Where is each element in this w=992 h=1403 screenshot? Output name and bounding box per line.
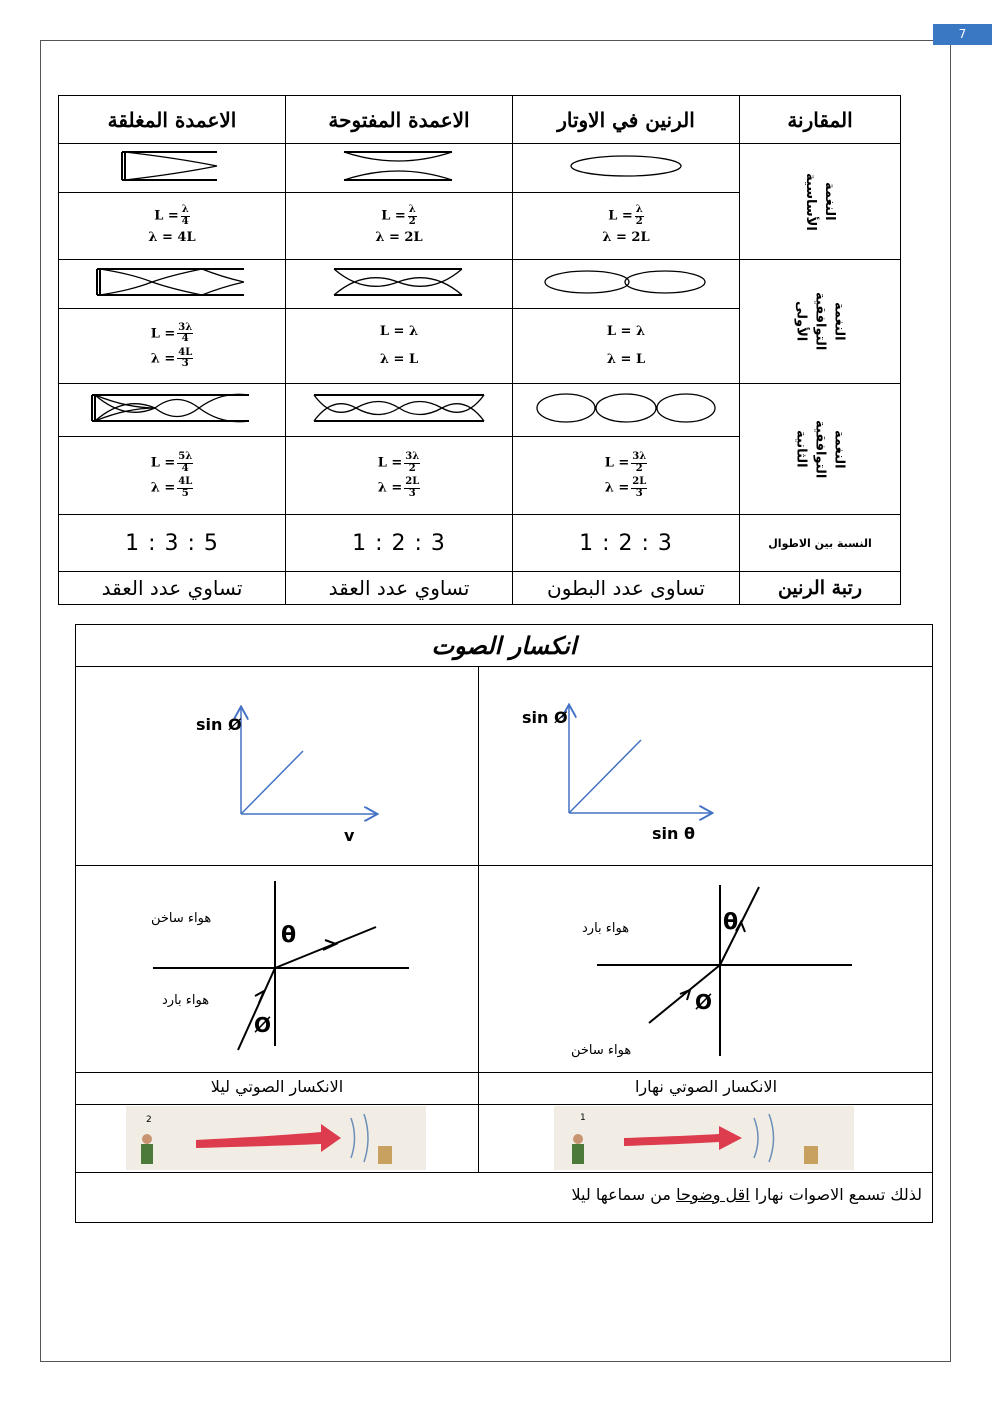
strings-fundamental-formula: L = $\frac{\lambda}{2}$ λ = 2L [513,193,740,260]
closed-pipe-fundamental-diagram [59,144,286,193]
page-number: 7 [933,24,992,45]
day-caption: الانكسار الصوتي نهارا [634,1077,778,1096]
closed-pipe-second-harmonic-diagram [59,384,286,437]
theta-label: θ [281,923,297,948]
strings-first-harmonic-formula: L = λ λ = L [513,309,740,384]
row-label-first-harmonic [740,260,901,384]
header-comparison: المقارنة [740,96,901,144]
graph-sin-phi-vs-sin-theta [479,666,933,865]
ratio-strings: 1 : 2 : 3 [513,515,740,572]
row-divider [76,1072,932,1073]
resonance-comparison-table [58,95,901,605]
theta-label: θ [723,910,739,935]
row-label-second-harmonic [740,384,901,515]
x-axis-label: sin θ [652,824,695,843]
header-closed: الاعمدة المغلقة [59,96,286,144]
night-caption: الانكسار الصوتي ليلا [210,1077,344,1096]
open-second-harmonic-formula: L = $\frac{3\lambda}{2}$ λ = $\frac{2L}{3}$ [286,437,513,515]
closed-second-harmonic-formula: L = $\frac{5\lambda}{4}$ λ = $\frac{4L}{5}$ [59,437,286,515]
person-head-icon [142,1134,152,1144]
label-word: النغمة [831,429,847,469]
label-word: الثانية [793,430,809,468]
picture-number: 1 [580,1113,586,1123]
person-icon [572,1144,584,1164]
top-medium-label: هواء ساخن [151,911,212,926]
ratio-closed: 1 : 3 : 5 [59,515,286,572]
conclusion-emphasis: اقل وضوحا [676,1185,750,1204]
string-fundamental-diagram [513,144,740,193]
header-open: الاعمدة المفتوحة [286,96,513,144]
string-second-harmonic-diagram [513,384,740,437]
graph-sin-phi-vs-v [76,666,478,865]
row-divider [76,1104,932,1105]
rank-label: رتبة الرنين [740,572,901,605]
row-label-fundamental [740,144,901,260]
label-word: التوافقية [812,419,828,479]
ratio-open: 1 : 2 : 3 [286,515,513,572]
header-strings: الرنين في الاوتار [513,96,740,144]
phi-label: Ø [695,990,713,1014]
strings-second-harmonic-formula: L = $\frac{3\lambda}{2}$ λ = $\frac{2L}{3}$ [513,437,740,515]
y-axis-label: sin Ø [196,715,242,734]
label-word: الأساسية [803,172,818,231]
ratio-label: النسبة بين الاطوال [740,515,901,572]
conclusion-text: لذلك تسمع الاصوات نهارا اقل وضوحا من سماعها ليلا [571,1185,922,1204]
label-word: النغمة [831,302,847,341]
open-pipe-first-harmonic-diagram [286,260,513,309]
closed-pipe-first-harmonic-diagram [59,260,286,309]
row-divider [76,1172,932,1173]
phi-label: Ø [254,1013,272,1037]
picture-number: 2 [146,1115,152,1125]
person-head-icon [573,1134,583,1144]
x-axis-label: v [344,826,355,845]
dog-icon [804,1146,818,1164]
closed-fundamental-formula: L = $\frac{\lambda}{4}$ λ = 4L [59,193,286,260]
open-first-harmonic-formula: L = λ λ = L [286,309,513,384]
rank-strings: تساوى عدد البطون [513,572,740,605]
open-pipe-fundamental-diagram [286,144,513,193]
bottom-medium-label: هواء ساخن [571,1043,632,1058]
string-first-harmonic-diagram [513,260,740,309]
label-word: النغمة [822,182,837,221]
open-pipe-second-harmonic-diagram [286,384,513,437]
dog-icon [378,1146,392,1164]
rank-closed: تساوي عدد العقد [59,572,286,605]
day-sound-illustration [554,1106,854,1170]
label-word: التوافقية [812,292,828,351]
top-medium-label: هواء بارد [582,921,630,936]
sound-refraction-section [75,624,933,1223]
bottom-medium-label: هواء بارد [162,993,210,1008]
closed-first-harmonic-formula: L = $\frac{3\lambda}{4}$ λ = $\frac{4L}{3}$ [59,309,286,384]
night-refraction-diagram [76,866,478,1072]
section-title: انكسار الصوت [76,625,932,667]
person-icon [141,1144,153,1164]
open-fundamental-formula: L = $\frac{\lambda}{2}$ λ = 2L [286,193,513,260]
rank-open: تساوي عدد العقد [286,572,513,605]
y-axis-label: sin Ø [522,708,568,727]
night-sound-illustration [126,1106,426,1170]
label-word: الأولى [793,301,809,342]
day-refraction-diagram [479,866,933,1072]
